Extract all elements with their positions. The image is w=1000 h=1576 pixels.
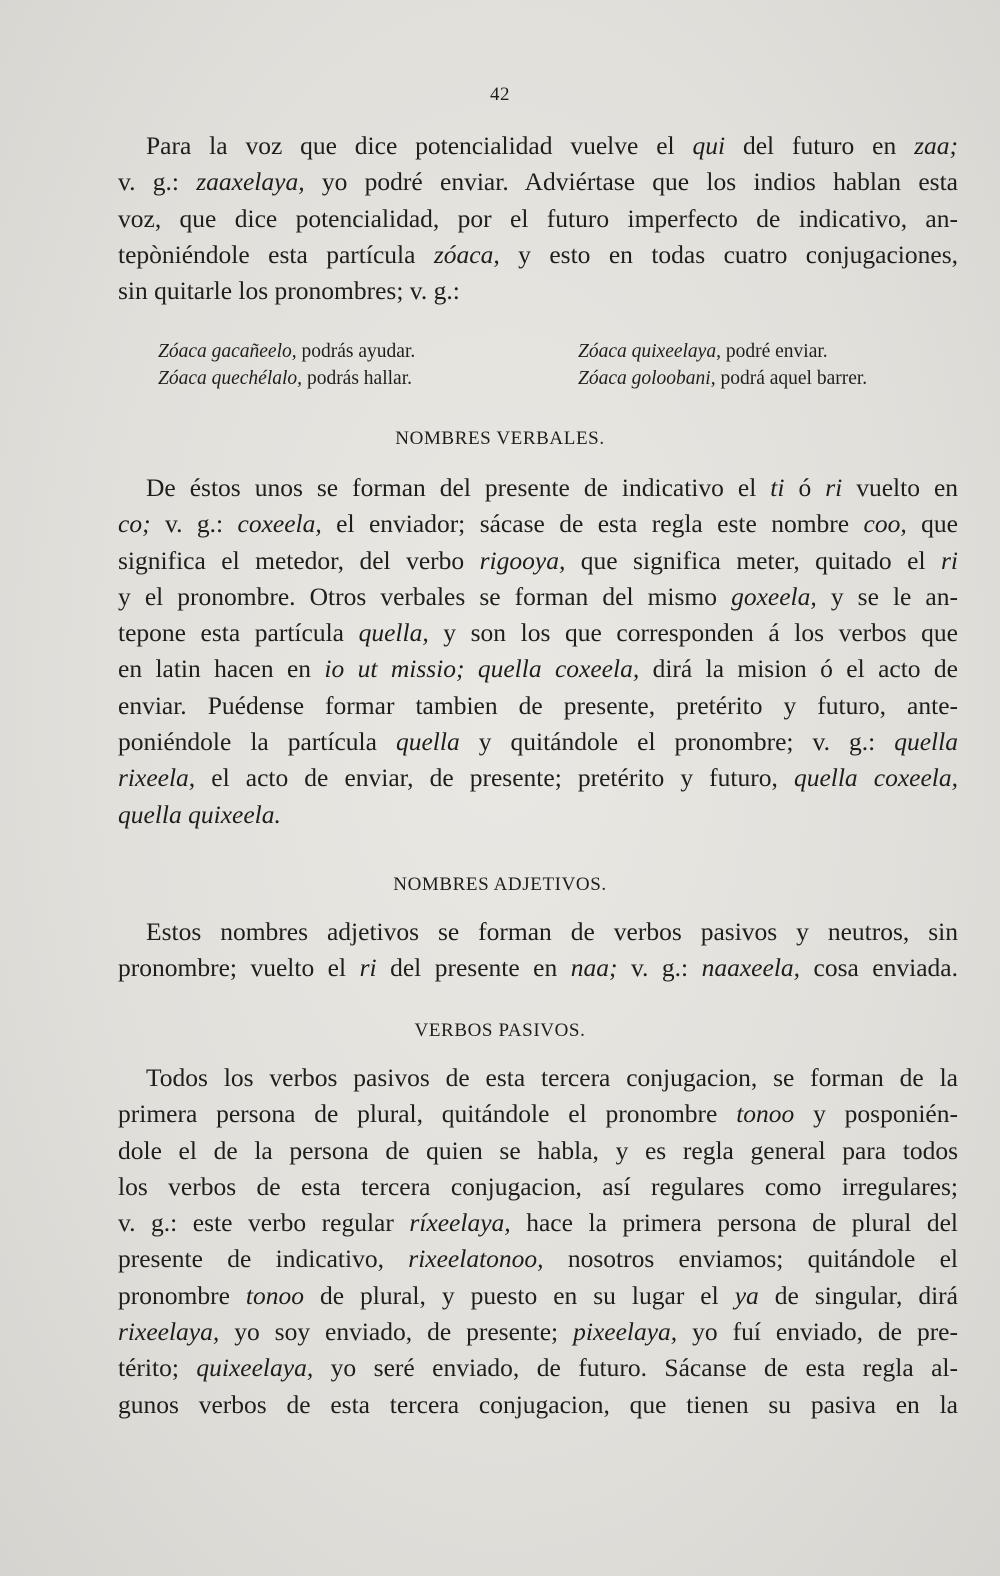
text-line: Estos nombres adjetivos se forman de verbos pasivos y neutros, sin — [146, 917, 958, 946]
text-line: Todos los verbos pasivos de esta tercera conjugacion, se forman de la — [146, 1063, 958, 1092]
section-heading-verbos-pasivos: VERBOS PASIVOS. — [414, 1020, 586, 1041]
text-line: voz, que dice potencialidad, por el futuro imperfecto de indicativo, an- — [118, 203, 958, 233]
text-line: Para la voz que dice potencialidad vuelve el qui del futuro en zaa; — [146, 131, 958, 160]
text-line: v. g.: este verbo regular ríxeelaya, hace la primera persona de plural del — [118, 1208, 958, 1238]
text-line: en latin hacen en io ut missio; quella coxeela, dirá la mision ó el acto de — [118, 654, 958, 684]
text-line: pronombre tonoo de plural, y puesto en su lugar el ya de singular, dirá — [118, 1280, 958, 1310]
text-line: v. g.: zaaxelaya, yo podré enviar. Adviértase que los indios hablan esta — [118, 167, 958, 197]
paragraph-nombres-verbales — [118, 470, 958, 833]
text-line: De éstos unos se forman del presente de indicativo el ti ó ri vuelto en — [146, 473, 959, 502]
text-line: co; v. g.: coxeela, el enviador; sácase de esta regla este nombre coo, que — [118, 509, 958, 539]
text-line: enviar. Puédense formar tambien de presente, pretérito y futuro, ante- — [118, 690, 958, 720]
text-line: térito; quixeelaya, yo seré enviado, de futuro. Sácanse de esta regla al- — [118, 1353, 958, 1383]
paragraph-potencialidad — [118, 128, 958, 309]
text-line: rixeela, el acto de enviar, de presente; pretérito y futuro, quella coxeela, — [118, 763, 958, 793]
text-line: gunos verbos de esta tercera conjugacion, que tienen su pasiva en la — [118, 1389, 958, 1419]
text-line: presente de indicativo, rixeelatonoo, nosotros enviamos; quitándole el — [118, 1244, 958, 1274]
text-line: poniéndole la partícula quella y quitándole el pronombre; v. g.: quella — [118, 727, 958, 757]
text-line: primera persona de plural, quitándole el pronombre tonoo y posponién- — [118, 1099, 958, 1129]
text-line: quella quixeela. — [118, 799, 281, 829]
example-item: Zóaca gacañeelo, podrás ayudar. — [158, 341, 416, 362]
example-item: Zóaca goloobani, podrá aquel barrer. — [578, 368, 868, 389]
example-column-right — [578, 338, 867, 392]
page-number: 42 — [490, 84, 510, 105]
example-item: Zóaca quechélalo, podrás hallar. — [158, 368, 412, 389]
text-line: tepòniéndole esta partícula zóaca, y esto en todas cuatro conjugaciones, — [118, 239, 958, 269]
paragraph-nombres-adjetivos — [118, 914, 958, 987]
text-line: y el pronombre. Otros verbales se forman del mismo goxeela, y se le an- — [118, 581, 958, 611]
text-line: los verbos de esta tercera conjugacion, así regulares como irregulares; — [118, 1171, 958, 1201]
paragraph-verbos-pasivos — [118, 1060, 958, 1423]
example-item: Zóaca quixeelaya, podré enviar. — [578, 341, 828, 362]
text-line: sin quitarle los pronombres; v. g.: — [118, 276, 460, 306]
text-line: pronombre; vuelto el ri del presente en naa; v. g.: naaxeela, cosa enviada. — [118, 953, 958, 983]
section-heading-nombres-adjetivos: NOMBRES ADJETIVOS. — [393, 874, 607, 895]
text-line: rixeelaya, yo soy enviado, de presente; pixeelaya, yo fuí enviado, de pre- — [118, 1317, 958, 1347]
text-line: tepone esta partícula quella, y son los que corresponden á los verbos que — [118, 618, 958, 648]
example-column-left — [158, 338, 415, 392]
text-line: significa el metedor, del verbo rigooya, que significa meter, quitado el ri — [118, 545, 959, 575]
section-heading-nombres-verbales: NOMBRES VERBALES. — [395, 428, 605, 449]
text-line: dole el de la persona de quien se habla, y es regla general para todos — [118, 1135, 958, 1165]
